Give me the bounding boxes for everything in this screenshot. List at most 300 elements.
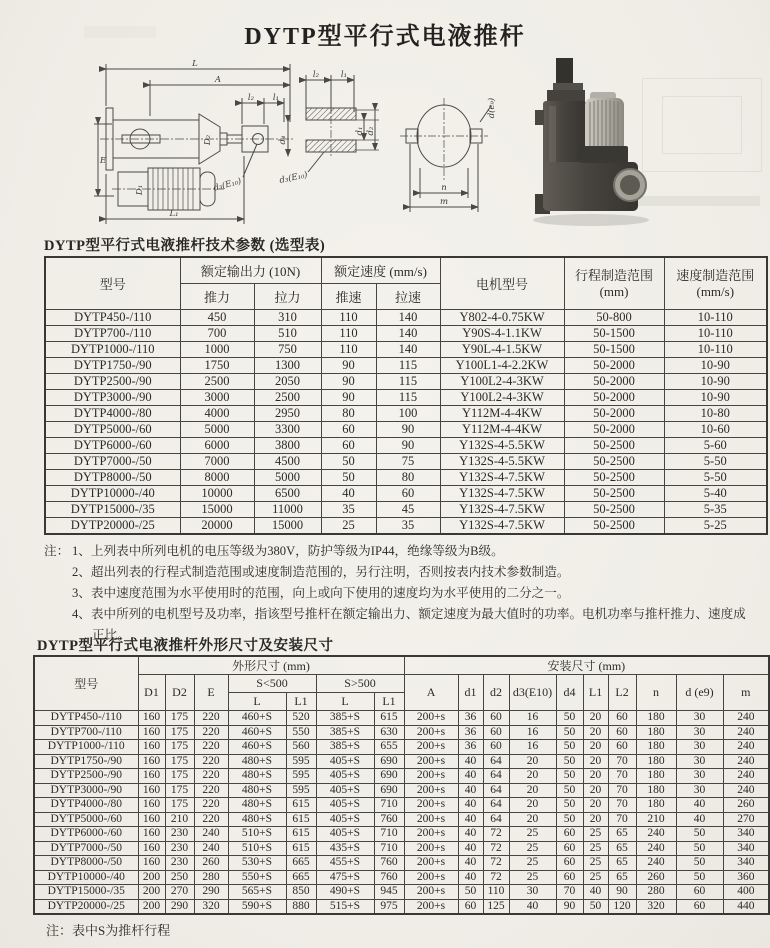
dim-label-l1: l₁: [272, 93, 280, 103]
table-cell: 10-90: [664, 374, 767, 390]
table-cell: 90: [321, 374, 376, 390]
table-cell: 60: [483, 711, 509, 726]
table-cell: 710: [374, 841, 404, 856]
table-cell: 50: [583, 899, 608, 914]
col-header-d-e9: d (e9): [676, 675, 723, 711]
table-cell: 220: [194, 783, 228, 798]
table-cell: 50-2500: [564, 502, 664, 518]
table-cell: 200: [138, 870, 165, 885]
table-cell: 60: [608, 740, 636, 755]
table-cell: 40: [583, 885, 608, 900]
table-cell: DYTP6000-/60: [34, 827, 138, 842]
table-cell: 460+S: [228, 725, 286, 740]
col-header-motor: 电机型号: [440, 257, 564, 310]
params-table-caption: DYTP型平行式电液推杆技术参数 (选型表): [44, 238, 326, 254]
table-cell: 6000: [180, 438, 254, 454]
table-cell: 10-80: [664, 406, 767, 422]
table-cell: 16: [509, 711, 556, 726]
table-cell: 60: [556, 856, 583, 871]
table-cell: 20: [583, 798, 608, 813]
table-cell: 5-40: [664, 486, 767, 502]
table-row: [45, 470, 767, 486]
table-cell: 460+S: [228, 740, 286, 755]
table-cell: 50: [458, 885, 483, 900]
table-cell: 64: [483, 798, 509, 813]
table-cell: 16: [509, 740, 556, 755]
table-cell: 125: [483, 899, 509, 914]
table-cell: 180: [636, 769, 676, 784]
table-cell: 20: [583, 754, 608, 769]
specs-table: [44, 256, 768, 535]
col-header-s-gt-500: S>500: [316, 675, 404, 693]
table-row: [45, 406, 767, 422]
table-cell: 60: [556, 841, 583, 856]
table-cell: 40: [458, 769, 483, 784]
table-cell: 115: [376, 390, 440, 406]
table-cell: 64: [483, 769, 509, 784]
table-cell: 880: [286, 899, 316, 914]
dim-label-E: E: [99, 156, 107, 166]
table-row: [45, 486, 767, 502]
table-cell: 1000: [180, 342, 254, 358]
table-cell: 20: [509, 798, 556, 813]
table-cell: 480+S: [228, 812, 286, 827]
table-cell: DYTP450-/110: [45, 310, 180, 326]
col-header-d2: d2: [483, 675, 509, 711]
col-header-s-lt-500: S<500: [228, 675, 316, 693]
table-cell: DYTP5000-/60: [34, 812, 138, 827]
dim-label-D2: D₂: [203, 134, 213, 146]
table-cell: 50: [321, 470, 376, 486]
table-cell: 220: [194, 812, 228, 827]
table-cell: Y90L-4-1.5KW: [440, 342, 564, 358]
table-cell: 60: [483, 740, 509, 755]
table-cell: 40: [458, 841, 483, 856]
table-cell: Y132S-4-7.5KW: [440, 518, 564, 535]
table-cell: 5-50: [664, 454, 767, 470]
table-cell: Y112M-4-4KW: [440, 406, 564, 422]
table-cell: 240: [723, 725, 769, 740]
table-cell: 615: [286, 841, 316, 856]
table-cell: 175: [165, 740, 194, 755]
col-header-m: m: [723, 675, 769, 711]
table-cell: 405+S: [316, 798, 374, 813]
table-cell: 35: [321, 502, 376, 518]
table-cell: Y90S-4-1.1KW: [440, 326, 564, 342]
table-cell: 200+s: [404, 769, 458, 784]
table-cell: 975: [374, 899, 404, 914]
table-cell: 40: [676, 812, 723, 827]
table-cell: 160: [138, 798, 165, 813]
table-cell: DYTP10000-/40: [45, 486, 180, 502]
col-header-speed-range: [664, 257, 767, 310]
table-cell: 60: [321, 422, 376, 438]
table-cell: 72: [483, 856, 509, 871]
col-header-L-gt: L: [316, 693, 374, 711]
table-cell: 690: [374, 754, 404, 769]
table-cell: 3300: [254, 422, 321, 438]
table-cell: DYTP450-/110: [34, 711, 138, 726]
table-cell: 50: [676, 827, 723, 842]
table-cell: DYTP1000-/110: [34, 740, 138, 755]
table-cell: 200+s: [404, 783, 458, 798]
table-cell: 180: [636, 798, 676, 813]
table-cell: 10-90: [664, 390, 767, 406]
table-cell: 35: [376, 518, 440, 535]
table-cell: 50: [556, 783, 583, 798]
table-cell: DYTP1000-/110: [45, 342, 180, 358]
table-cell: DYTP2500-/90: [34, 769, 138, 784]
table-cell: 50-2000: [564, 422, 664, 438]
table-row: [34, 870, 769, 885]
table-cell: 25: [583, 856, 608, 871]
table-cell: 50-2500: [564, 438, 664, 454]
table-cell: 60: [608, 725, 636, 740]
end-label-m: m: [439, 197, 449, 207]
table-cell: 175: [165, 798, 194, 813]
table-cell: 70: [608, 769, 636, 784]
table-cell: 10-110: [664, 342, 767, 358]
table-cell: DYTP8000-/50: [34, 856, 138, 871]
table-cell: 710: [374, 798, 404, 813]
table-cell: 405+S: [316, 754, 374, 769]
table-cell: 115: [376, 358, 440, 374]
table-cell: 440: [723, 899, 769, 914]
table-cell: 250: [165, 870, 194, 885]
table-cell: 405+S: [316, 783, 374, 798]
stroke-range-line2: (mm): [599, 283, 629, 299]
table-cell: 20: [583, 711, 608, 726]
table-cell: 30: [676, 740, 723, 755]
table-row: [34, 798, 769, 813]
table-cell: 240: [723, 740, 769, 755]
table-cell: 475+S: [316, 870, 374, 885]
table-cell: 655: [374, 740, 404, 755]
table-cell: 360: [723, 870, 769, 885]
table-cell: 90: [556, 899, 583, 914]
table-cell: 50: [676, 841, 723, 856]
table-cell: 690: [374, 769, 404, 784]
table-cell: 20: [509, 783, 556, 798]
table-cell: 200+s: [404, 754, 458, 769]
table-row: [34, 899, 769, 914]
table-cell: 72: [483, 827, 509, 842]
stroke-footnote: 注：表中S为推杆行程: [46, 923, 171, 938]
table-row: [45, 518, 767, 535]
table-cell: 65: [608, 827, 636, 842]
table-cell: 2950: [254, 406, 321, 422]
table-cell: 405+S: [316, 827, 374, 842]
table-cell: 200+s: [404, 711, 458, 726]
table-cell: 760: [374, 870, 404, 885]
table-cell: 160: [138, 740, 165, 755]
table-cell: 450: [180, 310, 254, 326]
table-cell: Y132S-4-7.5KW: [440, 502, 564, 518]
speed-range-line1: 速度制造范围: [676, 267, 755, 283]
table-cell: DYTP700-/110: [45, 326, 180, 342]
table-cell: 30: [676, 725, 723, 740]
table-cell: 50: [556, 812, 583, 827]
table-cell: 515+S: [316, 899, 374, 914]
table-cell: 220: [194, 798, 228, 813]
detail-label-l2: l₂: [312, 70, 320, 80]
table-cell: 40: [458, 827, 483, 842]
table-cell: 90: [321, 390, 376, 406]
table-row: [45, 374, 767, 390]
table-cell: 20: [583, 740, 608, 755]
table-cell: DYTP20000-/25: [45, 518, 180, 535]
table-cell: 200+s: [404, 725, 458, 740]
dim-label-L1: L₁: [169, 209, 179, 219]
table-cell: 10-110: [664, 326, 767, 342]
table-cell: 240: [636, 827, 676, 842]
table-cell: 7000: [180, 454, 254, 470]
table-cell: 270: [165, 885, 194, 900]
table-cell: 72: [483, 870, 509, 885]
table-cell: 690: [374, 783, 404, 798]
table-cell: 50-1500: [564, 342, 664, 358]
table-cell: 110: [483, 885, 509, 900]
table-cell: 180: [636, 711, 676, 726]
table-cell: 90: [608, 885, 636, 900]
table-cell: 20: [509, 812, 556, 827]
table-cell: 75: [376, 454, 440, 470]
col-header-rated-speed: 额定速度 (mm/s): [321, 257, 440, 284]
table-cell: 630: [374, 725, 404, 740]
table-cell: 40: [676, 798, 723, 813]
table-cell: 2050: [254, 374, 321, 390]
table-cell: 220: [194, 740, 228, 755]
table-cell: 615: [286, 798, 316, 813]
table-cell: 20: [509, 754, 556, 769]
table-cell: 30: [676, 783, 723, 798]
table-cell: DYTP7000-/50: [45, 454, 180, 470]
table-cell: 200+s: [404, 827, 458, 842]
table-cell: 5-35: [664, 502, 767, 518]
table-cell: 200+s: [404, 856, 458, 871]
col-header-d1: d1: [458, 675, 483, 711]
product-photo: [533, 54, 763, 232]
table-cell: 460+S: [228, 711, 286, 726]
table-cell: 5-25: [664, 518, 767, 535]
table-cell: 160: [138, 841, 165, 856]
table-cell: 550+S: [228, 870, 286, 885]
table-cell: 25: [583, 870, 608, 885]
table-cell: 110: [321, 326, 376, 342]
col-header-L1-gt: L1: [374, 693, 404, 711]
table-cell: 240: [723, 783, 769, 798]
stroke-range-line1: 行程制造范围: [575, 267, 654, 283]
table-cell: 70: [556, 885, 583, 900]
table-row: [45, 326, 767, 342]
table-cell: 65: [608, 870, 636, 885]
col-header-pull-force: 拉力: [254, 284, 321, 310]
table-cell: 175: [165, 783, 194, 798]
table-row: [45, 342, 767, 358]
table-cell: 385+S: [316, 725, 374, 740]
table-cell: DYTP20000-/25: [34, 899, 138, 914]
dim-label-d3: d₃(E₁₀): [212, 176, 243, 194]
table-row: [45, 438, 767, 454]
table-row: [34, 769, 769, 784]
table-cell: 595: [286, 783, 316, 798]
table-cell: 615: [286, 812, 316, 827]
col-header-A: A: [404, 675, 458, 711]
table-cell: 160: [138, 827, 165, 842]
table-cell: 36: [458, 740, 483, 755]
table-cell: 11000: [254, 502, 321, 518]
table-cell: 480+S: [228, 769, 286, 784]
table-cell: 595: [286, 769, 316, 784]
table-cell: 25: [509, 827, 556, 842]
table-cell: 590+S: [228, 899, 286, 914]
table-cell: 50-800: [564, 310, 664, 326]
table-cell: 60: [483, 725, 509, 740]
table-row: [45, 454, 767, 470]
table-cell: 230: [165, 841, 194, 856]
table-cell: 70: [608, 798, 636, 813]
table-cell: 30: [509, 885, 556, 900]
table-cell: 30: [676, 754, 723, 769]
table-cell: 90: [376, 438, 440, 454]
table-row: [34, 711, 769, 726]
table-cell: 160: [138, 769, 165, 784]
table-cell: 50: [556, 740, 583, 755]
table-cell: 50-2000: [564, 374, 664, 390]
table-cell: 4000: [180, 406, 254, 422]
end-label-d-e9: d(e₉): [487, 97, 497, 119]
table-cell: 280: [194, 870, 228, 885]
table-cell: DYTP8000-/50: [45, 470, 180, 486]
table-row: [34, 783, 769, 798]
table-cell: 175: [165, 754, 194, 769]
table-cell: 160: [138, 711, 165, 726]
dim-label-d4: d₄: [278, 135, 288, 145]
table-cell: 220: [194, 711, 228, 726]
dims-table-caption: DYTP型平行式电液推杆外形尺寸及安装尺寸: [37, 638, 334, 654]
table-cell: 260: [723, 798, 769, 813]
table-cell: 260: [194, 856, 228, 871]
table-cell: 385+S: [316, 740, 374, 755]
table-cell: 180: [636, 783, 676, 798]
table-cell: 50-2500: [564, 454, 664, 470]
note-item-3: 3、表中速度范围为水平使用时的范围，向上或向下使用的速度均为水平使用的二分之一。: [72, 586, 570, 600]
col-header-push-speed: 推速: [321, 284, 376, 310]
table-cell: 1750: [180, 358, 254, 374]
table-cell: 20: [583, 725, 608, 740]
col-header-L1: L1: [583, 675, 608, 711]
table-cell: 50: [556, 711, 583, 726]
col-header-L1-lt: L1: [286, 693, 316, 711]
table-cell: Y100L1-4-2.2KW: [440, 358, 564, 374]
table-cell: 80: [321, 406, 376, 422]
table-cell: 220: [194, 725, 228, 740]
table-cell: 60: [556, 827, 583, 842]
table-cell: 25: [509, 856, 556, 871]
table-cell: 560: [286, 740, 316, 755]
table-cell: 20: [583, 769, 608, 784]
table-cell: 220: [194, 769, 228, 784]
table-cell: 50: [321, 454, 376, 470]
table-cell: 240: [194, 841, 228, 856]
table-cell: 115: [376, 374, 440, 390]
table-cell: 270: [723, 812, 769, 827]
table-cell: 15000: [254, 518, 321, 535]
table-cell: 110: [321, 342, 376, 358]
table-cell: 3800: [254, 438, 321, 454]
table-cell: 45: [376, 502, 440, 518]
table-row: [34, 856, 769, 871]
table-cell: 64: [483, 754, 509, 769]
page-title: DYTP型平行式电液推杆: [244, 24, 526, 50]
table-cell: 455+S: [316, 856, 374, 871]
table-cell: 850: [286, 885, 316, 900]
table-cell: DYTP15000-/35: [34, 885, 138, 900]
col-header-pull-speed: 拉速: [376, 284, 440, 310]
table-row: [45, 358, 767, 374]
col-header-outer-dims: 外形尺寸 (mm): [138, 656, 404, 675]
table-cell: 340: [723, 856, 769, 871]
table-cell: 530+S: [228, 856, 286, 871]
table-cell: 510+S: [228, 827, 286, 842]
table-cell: 3000: [180, 390, 254, 406]
table-cell: 1300: [254, 358, 321, 374]
detail-label-d1: d₁: [355, 126, 365, 136]
table-cell: 240: [194, 827, 228, 842]
table-cell: 60: [556, 870, 583, 885]
dimension-drawing: [92, 56, 522, 228]
table-cell: 72: [483, 841, 509, 856]
table-cell: 50: [676, 856, 723, 871]
table-cell: 175: [165, 725, 194, 740]
table-cell: 60: [458, 899, 483, 914]
table-cell: 160: [138, 856, 165, 871]
table-cell: 50: [676, 870, 723, 885]
table-row: [45, 502, 767, 518]
speed-range-line2: (mm/s): [696, 283, 735, 299]
table-cell: 340: [723, 841, 769, 856]
table-cell: 200+s: [404, 798, 458, 813]
table-cell: 30: [676, 769, 723, 784]
table-cell: 8000: [180, 470, 254, 486]
table-cell: DYTP3000-/90: [34, 783, 138, 798]
table-cell: 10-110: [664, 310, 767, 326]
table-row: [34, 740, 769, 755]
col-header-D1: D1: [138, 675, 165, 711]
table-cell: Y100L2-4-3KW: [440, 374, 564, 390]
table-cell: 110: [321, 310, 376, 326]
table-cell: 140: [376, 326, 440, 342]
table-cell: 25: [583, 841, 608, 856]
table-cell: 60: [376, 486, 440, 502]
table-cell: 10-90: [664, 358, 767, 374]
col-header-mount-dims: 安装尺寸 (mm): [404, 656, 769, 675]
table-cell: 40: [321, 486, 376, 502]
table-cell: DYTP5000-/60: [45, 422, 180, 438]
table-cell: 20000: [180, 518, 254, 535]
table-cell: 260: [636, 870, 676, 885]
table-row: [34, 885, 769, 900]
table-cell: 405+S: [316, 812, 374, 827]
table-row: [45, 310, 767, 326]
table-cell: 90: [376, 422, 440, 438]
table-cell: 160: [138, 725, 165, 740]
table-cell: Y132S-4-5.5KW: [440, 454, 564, 470]
table-cell: 2500: [254, 390, 321, 406]
table-cell: 40: [509, 899, 556, 914]
table-cell: 510: [254, 326, 321, 342]
table-cell: 490+S: [316, 885, 374, 900]
